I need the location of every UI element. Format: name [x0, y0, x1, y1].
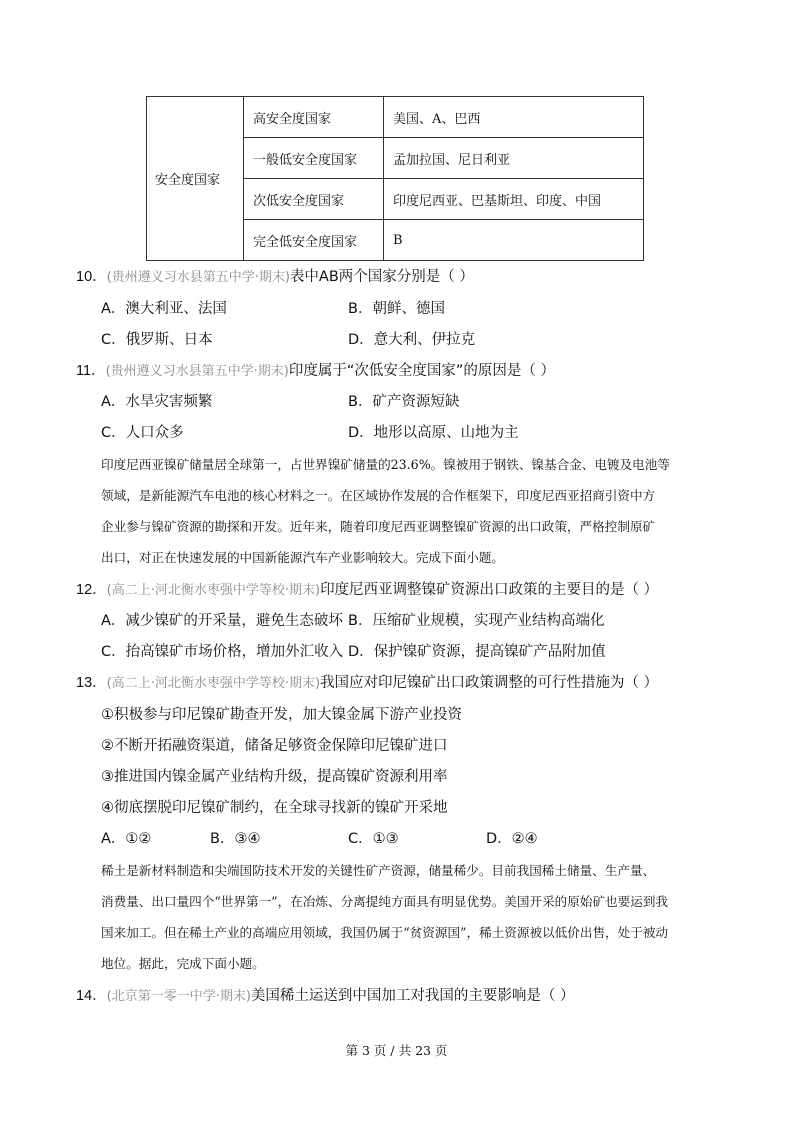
question-12 — [76, 578, 658, 599]
passage-line: 稀土是新材料制造和尖端国防技术开发的关键性矿产资源，储量稀少。目前我国稀土储量、生产量、 — [101, 863, 656, 878]
question-stem: 美国稀土运送到中国加工对我国的主要影响是（ ） — [250, 988, 575, 1004]
option-a: A．减少镍矿的开采量，避免生态破坏 — [101, 613, 343, 629]
option-a: A．水旱灾害频繁 — [101, 394, 213, 410]
option-b: B．朝鲜、德国 — [348, 301, 445, 317]
option-c: C．俄罗斯、日本 — [101, 332, 213, 348]
question-stem: 印度尼西亚调整镍矿资源出口政策的主要目的是（ ） — [320, 582, 659, 598]
question-stem: 我国应对印尼镍矿出口政策调整的可行性措施为（ ） — [320, 675, 659, 691]
table-level-cell: 一般低安全度国家 — [244, 138, 384, 179]
question-10 — [76, 265, 474, 286]
question-source: (北京第一零一中学·期末) — [106, 989, 251, 1004]
table-level-cell: 高安全度国家 — [244, 97, 384, 138]
table-category-cell: 安全度国家 — [147, 97, 244, 261]
passage-line: 消费量、出口量四个“世界第一”，在冶炼、分离提纯方面具有明显优势。美国开采的原始矿也要运到我 — [101, 894, 669, 909]
question-number: 10． — [76, 269, 107, 285]
question-source: (贵州遵义习水县第五中学·期末) — [105, 364, 289, 379]
table-countries-cell: 孟加拉国、尼日利亚 — [384, 138, 644, 179]
passage-line: 国来加工。但在稀土产业的高端应用领域，我国仍属于“贫资源国”，稀土资源被以低价出售，处于被动 — [101, 925, 669, 940]
passage-line: 领域，是新能源汽车电池的核心材料之一。在区域协作发展的合作框架下，印度尼西亚招商引资中方 — [101, 488, 656, 503]
option-b: B．③④ — [210, 831, 261, 847]
option-d: D．地形以高原、山地为主 — [348, 425, 519, 441]
question-number: 14． — [76, 988, 107, 1004]
passage-line: 出口，对正在快速发展的中国新能源汽车产业影响较大。完成下面小题。 — [101, 550, 504, 565]
question-stem: 表中AB两个国家分别是（ ） — [289, 269, 474, 285]
table-row — [147, 97, 644, 138]
question-source: (高二上·河北衡水枣强中学等校·期末) — [106, 583, 321, 598]
question-13 — [76, 671, 658, 692]
option-d: D．②④ — [486, 831, 538, 847]
table-level-cell: 次低安全度国家 — [244, 179, 384, 220]
option-d: D．保护镍矿资源，提高镍矿产品附加值 — [348, 644, 606, 660]
question-number: 11． — [76, 363, 106, 379]
option-c: C．人口众多 — [101, 425, 184, 441]
question-14 — [76, 984, 575, 1005]
table-countries-cell: 印度尼西亚、巴基斯坦、印度、中国 — [384, 179, 644, 220]
passage-line: 印度尼西亚镍矿储量居全球第一，占世界镍矿储量的23.6%。镍被用于钢铁、镍基合金、电镀及电池等 — [101, 457, 670, 472]
statement-item: ①积极参与印尼镍矿勘查开发，加大镍金属下游产业投资 — [101, 707, 462, 723]
option-a: A．澳大利亚、法国 — [101, 301, 227, 317]
statement-item: ③推进国内镍金属产业结构升级，提高镍矿资源利用率 — [101, 769, 448, 785]
question-source: (贵州遵义习水县第五中学·期末) — [106, 270, 290, 285]
option-c: C．①③ — [348, 831, 399, 847]
passage-line: 地位。据此，完成下面小题。 — [101, 956, 265, 971]
passage-line: 企业参与镍矿资源的勘探和开发。近年来，随着印度尼西亚调整镍矿资源的出口政策，严格控制原矿 — [101, 519, 656, 534]
table-level-cell: 完全低安全度国家 — [244, 220, 384, 261]
table-countries-cell: 美国、A、巴西 — [384, 97, 644, 138]
question-source: (高二上·河北衡水枣强中学等校·期末) — [106, 676, 321, 691]
table-countries-cell: B — [384, 220, 644, 261]
option-c: C．抬高镍矿市场价格，增加外汇收入 — [101, 644, 344, 660]
safety-table — [146, 96, 644, 261]
statement-item: ④彻底摆脱印尼镍矿制约，在全球寻找新的镍矿开采地 — [101, 800, 448, 816]
option-b: B．压缩矿业规模，实现产业结构高端化 — [348, 613, 605, 629]
question-11 — [76, 359, 555, 380]
statement-item: ②不断开拓融资渠道，储备足够资金保障印尼镍矿进口 — [101, 738, 448, 754]
option-d: D．意大利、伊拉克 — [348, 332, 476, 348]
question-stem: 印度属于“次低安全度国家”的原因是（ ） — [288, 363, 555, 379]
question-number: 13． — [76, 675, 107, 691]
option-b: B．矿产资源短缺 — [348, 394, 460, 410]
question-number: 12． — [76, 582, 107, 598]
option-a: A．①② — [101, 831, 152, 847]
page-footer: 第 3 页 / 共 23 页 — [345, 1043, 448, 1058]
